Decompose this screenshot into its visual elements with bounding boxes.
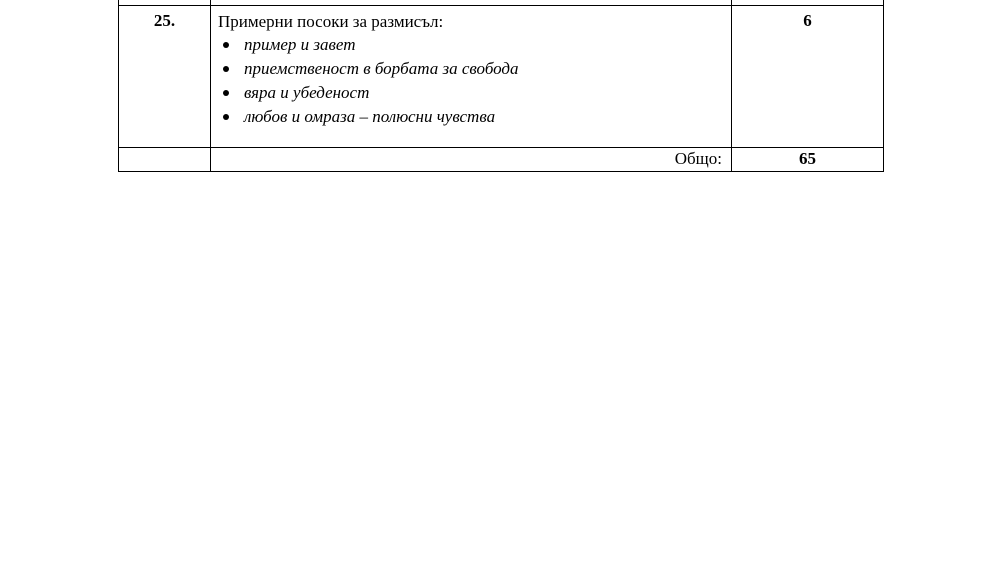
table-row xyxy=(119,6,884,148)
bullet-icon xyxy=(223,66,229,72)
task-number: 25. xyxy=(153,11,176,30)
list-item xyxy=(218,81,725,105)
cell xyxy=(119,148,211,172)
list-item xyxy=(218,57,725,81)
total-label: Общо: xyxy=(674,149,722,168)
total-value: 65 xyxy=(799,149,816,168)
bullet-icon xyxy=(223,42,229,48)
list-item xyxy=(218,33,725,57)
total-label-cell xyxy=(211,148,732,172)
total-row xyxy=(119,148,884,172)
list-item-text: вяра и убеденост xyxy=(244,83,370,102)
list-item-text: приемственост в борбата за свобода xyxy=(244,59,519,78)
task-intro: Примерни посоки за размисъл: xyxy=(218,12,444,31)
bullet-icon xyxy=(223,90,229,96)
bullet-icon xyxy=(223,114,229,120)
scoring-table xyxy=(118,0,884,172)
directions-list xyxy=(218,33,725,129)
list-item-text: любов и омраза – полюсни чувства xyxy=(244,107,496,126)
task-points: 6 xyxy=(803,11,812,30)
list-item xyxy=(218,105,725,129)
total-value-cell xyxy=(732,148,884,172)
task-content-cell xyxy=(211,6,732,148)
task-number-cell xyxy=(119,6,211,148)
points-cell xyxy=(732,6,884,148)
list-item-text: пример и завет xyxy=(244,35,356,54)
